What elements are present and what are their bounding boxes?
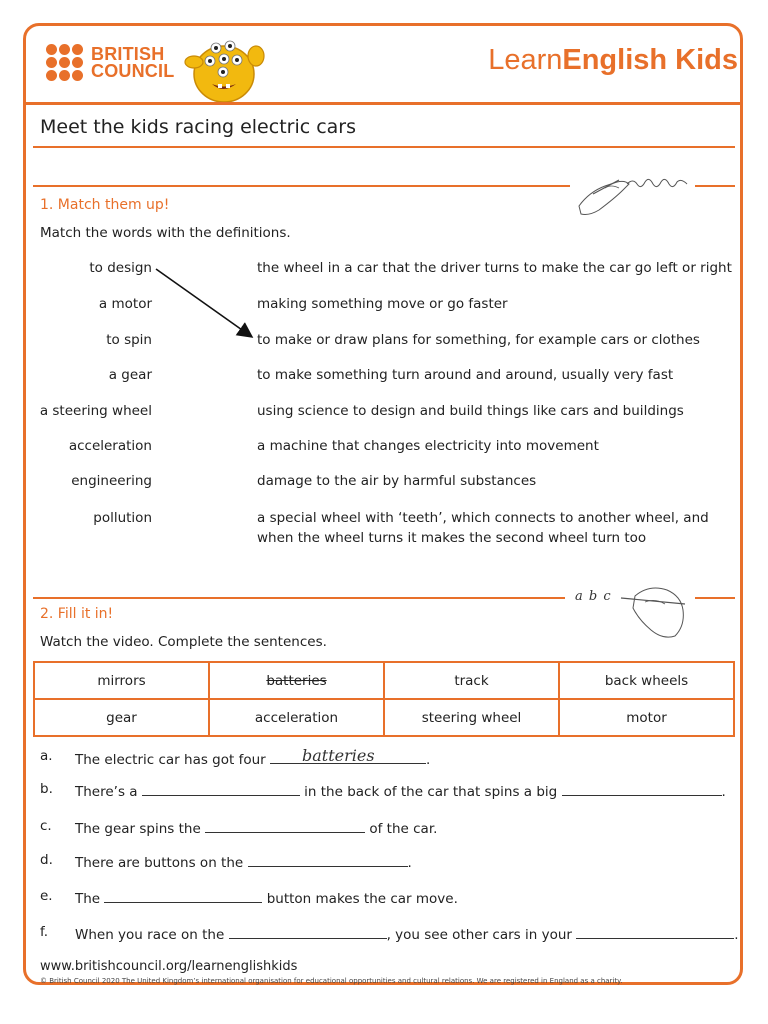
sentence-text: button makes the car move. (262, 891, 458, 907)
match-word: a motor (98, 296, 152, 312)
british-council-logo (46, 44, 174, 81)
sentence-letter: e. (40, 888, 53, 904)
match-word: a gear (108, 367, 152, 383)
word-bank-cell: motor (559, 699, 734, 736)
answer-blank[interactable] (248, 852, 408, 867)
page-title: Meet the kids racing electric cars (40, 116, 357, 138)
sentence-b (75, 781, 726, 800)
british-council-line2: COUNCIL (91, 60, 175, 81)
title-underline (33, 146, 735, 148)
sentence-text: There are buttons on the (75, 855, 248, 871)
match-word: pollution (93, 510, 152, 526)
page-frame (23, 23, 743, 985)
british-council-dots-icon (46, 44, 83, 81)
match-definition: to make something turn around and around, usually very fast (257, 367, 674, 383)
answer-blank[interactable] (270, 746, 426, 765)
writing-hand-icon (615, 582, 695, 642)
word-bank-cell: track (384, 662, 559, 699)
footer-copyright: © British Council 2020 The United Kingdom’s international organisation for educational opportunities and cultural relations. We are registered in England as a charity. (40, 977, 623, 985)
section2-rule-right (695, 597, 735, 599)
match-word: acceleration (68, 438, 152, 454)
writing-hand-icon (575, 170, 695, 222)
match-definition: to make or draw plans for something, for example cars or clothes (257, 332, 700, 348)
hand-letters: a b c (575, 589, 612, 604)
section2-heading: 2. Fill it in! (40, 606, 114, 622)
match-word: to design (89, 260, 152, 276)
word-bank-cell: back wheels (559, 662, 734, 699)
word-bank-cell: acceleration (209, 699, 384, 736)
british-council-line1: BRITISH (91, 43, 165, 64)
word-bank-cell: mirrors (34, 662, 209, 699)
sentence-a (75, 746, 431, 768)
monster-mascot-icon (178, 34, 270, 104)
sentence-letter: f. (40, 924, 49, 940)
sentence-letter: a. (40, 748, 53, 764)
answer-blank[interactable] (104, 888, 262, 903)
match-definition: a machine that changes electricity into movement (257, 438, 599, 454)
sentence-text: When you race on the (75, 927, 229, 943)
brand-english-kids: English Kids (562, 44, 738, 76)
match-definition: damage to the air by harmful substances (257, 473, 537, 489)
match-definition: a special wheel with ‘teeth’, which connects to another wheel, and when the wheel turns it makes the second wheel turn too (257, 510, 709, 546)
match-word: a steering wheel (39, 403, 152, 419)
section1-instruction: Match the words with the definitions. (40, 225, 291, 241)
sentence-text: . (426, 752, 431, 768)
learnenglish-kids-logo (488, 44, 738, 77)
sentence-f (75, 924, 739, 943)
answer-blank[interactable] (562, 781, 722, 796)
sentence-d (75, 852, 412, 871)
sentence-text: , you see other cars in your (386, 927, 577, 943)
word-bank-row (34, 662, 734, 699)
match-word: to spin (106, 332, 152, 348)
sentence-text: in the back of the car that spins a big (299, 784, 562, 800)
sentence-letter: d. (40, 852, 53, 868)
answer-blank[interactable] (229, 924, 387, 939)
sentence-text: There’s a (75, 784, 142, 800)
match-definition: making something move or go faster (257, 296, 508, 312)
answer-blank[interactable] (576, 924, 734, 939)
section1-rule-right (695, 185, 735, 187)
handwritten-answer: batteries (302, 746, 375, 765)
section2-rule-left (33, 597, 565, 599)
sentence-e (75, 888, 458, 907)
sentence-letter: b. (40, 781, 53, 797)
sentence-text: . (734, 927, 739, 943)
sentence-c (75, 818, 437, 837)
sentence-text: The (75, 891, 105, 907)
word-bank-table (33, 661, 735, 737)
answer-blank[interactable] (142, 781, 300, 796)
match-definition: the wheel in a car that the driver turns to make the car go left or right (257, 260, 732, 276)
sentence-letter: c. (40, 818, 52, 834)
sentence-text: The gear spins the (75, 821, 206, 837)
word-bank-cell: steering wheel (384, 699, 559, 736)
sentence-text: of the car. (365, 821, 438, 837)
word-bank-row (34, 699, 734, 736)
header-divider (26, 102, 742, 105)
sentence-text: . (721, 784, 726, 800)
section2-instruction: Watch the video. Complete the sentences. (40, 634, 327, 650)
word-bank-cell: gear (34, 699, 209, 736)
section1-heading: 1. Match them up! (40, 197, 170, 213)
brand-learn: Learn (488, 44, 563, 76)
match-definition: using science to design and build things like cars and buildings (257, 403, 684, 419)
sentence-text: The electric car has got four (75, 752, 271, 768)
match-word: engineering (71, 473, 152, 489)
answer-blank[interactable] (205, 818, 365, 833)
footer-url[interactable]: www.britishcouncil.org/learnenglishkids (40, 959, 298, 974)
section1-rule-left (33, 185, 570, 187)
word-bank-cell-struck: batteries (209, 662, 384, 699)
sentence-text: . (407, 855, 412, 871)
